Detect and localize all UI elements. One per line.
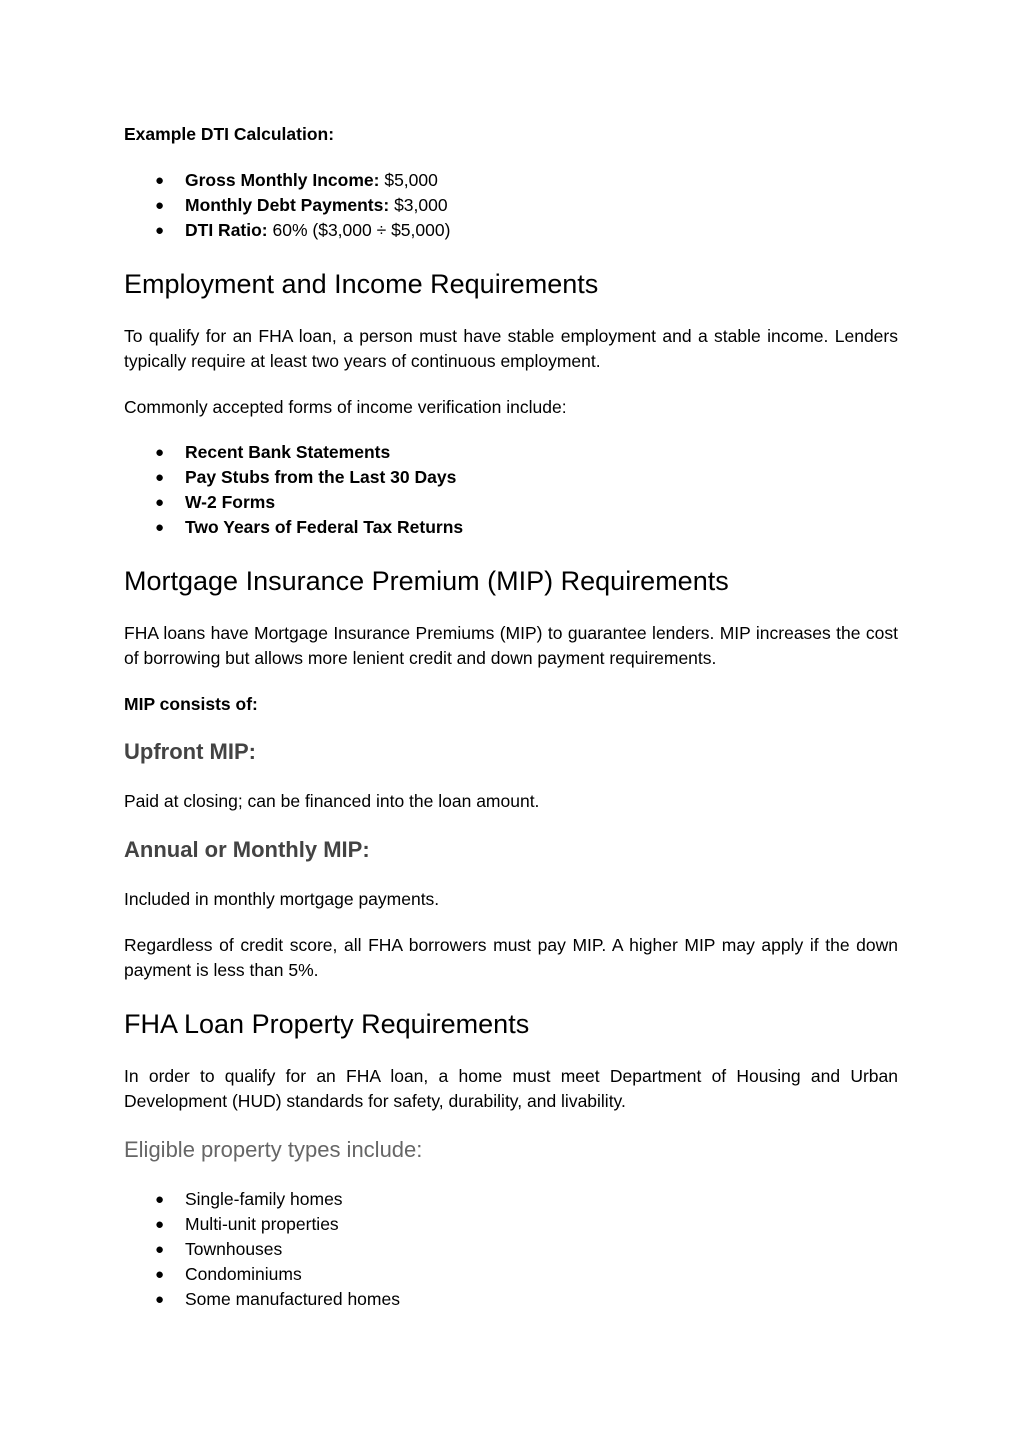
- list-item: [124, 1287, 898, 1312]
- bullet-icon: ●: [155, 1266, 165, 1283]
- bullet-icon: ●: [155, 1241, 165, 1258]
- upfront-mip-text: Paid at closing; can be financed into the loan amount.: [124, 791, 540, 811]
- dti-example-heading: Example DTI Calculation:: [124, 124, 335, 144]
- annual-mip-text: Included in monthly mortgage payments.: [124, 889, 440, 909]
- bullet-icon: ●: [155, 172, 165, 189]
- list-item: [124, 440, 898, 465]
- mip-consists-label: MIP consists of:: [124, 694, 258, 714]
- list-item: [124, 1262, 898, 1287]
- bullet-icon: ●: [155, 1291, 165, 1308]
- list-item: [124, 490, 898, 515]
- property-type-label: Multi-unit properties: [185, 1214, 339, 1234]
- employment-paragraph: To qualify for an FHA loan, a person must have stable employment and a stable income. Lenders typically require at least two years of continuous employment.: [124, 326, 898, 371]
- property-type-label: Some manufactured homes: [185, 1289, 400, 1309]
- bullet-icon: ●: [155, 444, 165, 461]
- bullet-icon: ●: [155, 519, 165, 536]
- list-item: [124, 1212, 898, 1237]
- upfront-mip-title: Upfront MIP:: [124, 739, 256, 764]
- income-doc-label: Pay Stubs from the Last 30 Days: [185, 467, 457, 487]
- list-item: [124, 168, 898, 193]
- property-paragraph: In order to qualify for an FHA loan, a home must meet Department of Housing and Urban Development (HUD) standards for safety, durability, and livability.: [124, 1066, 898, 1111]
- bullet-icon: ●: [155, 494, 165, 511]
- property-section-title: FHA Loan Property Requirements: [124, 1009, 530, 1039]
- dti-item-label: DTI Ratio:: [185, 220, 268, 240]
- income-doc-label: Recent Bank Statements: [185, 442, 391, 462]
- property-type-label: Condominiums: [185, 1264, 302, 1284]
- property-type-label: Single-family homes: [185, 1189, 343, 1209]
- property-types-list: [124, 1187, 898, 1312]
- mip-section-title: Mortgage Insurance Premium (MIP) Requirements: [124, 566, 729, 596]
- income-doc-label: W-2 Forms: [185, 492, 276, 512]
- bullet-icon: ●: [155, 469, 165, 486]
- dti-item-label: Monthly Debt Payments:: [185, 195, 390, 215]
- bullet-icon: ●: [155, 1216, 165, 1233]
- list-item: [124, 218, 898, 243]
- dti-item-value: $5,000: [379, 170, 438, 190]
- annual-mip-title: Annual or Monthly MIP:: [124, 837, 370, 862]
- dti-item-value: 60% ($3,000 ÷ $5,000): [267, 220, 451, 240]
- employment-section-title: Employment and Income Requirements: [124, 269, 599, 299]
- list-item: [124, 1187, 898, 1212]
- list-item: [124, 193, 898, 218]
- income-verification-list: [124, 440, 898, 540]
- income-doc-label: Two Years of Federal Tax Returns: [185, 517, 464, 537]
- list-item: [124, 1237, 898, 1262]
- dti-example-list: [124, 168, 898, 243]
- dti-item-value: $3,000: [389, 195, 448, 215]
- list-item: [124, 515, 898, 540]
- bullet-icon: ●: [155, 197, 165, 214]
- bullet-icon: ●: [155, 222, 165, 239]
- property-type-label: Townhouses: [185, 1239, 283, 1259]
- list-item: [124, 465, 898, 490]
- dti-item-label: Gross Monthly Income:: [185, 170, 380, 190]
- property-types-title: Eligible property types include:: [124, 1137, 423, 1162]
- mip-paragraph: FHA loans have Mortgage Insurance Premiums (MIP) to guarantee lenders. MIP increases the cost of borrowing but allows more lenient credit and down payment requirements.: [124, 623, 898, 668]
- bullet-icon: ●: [155, 1191, 165, 1208]
- income-verification-intro: Commonly accepted forms of income verification include:: [124, 397, 567, 417]
- mip-note: Regardless of credit score, all FHA borrowers must pay MIP. A higher MIP may apply if the down payment is less than 5%.: [124, 935, 898, 980]
